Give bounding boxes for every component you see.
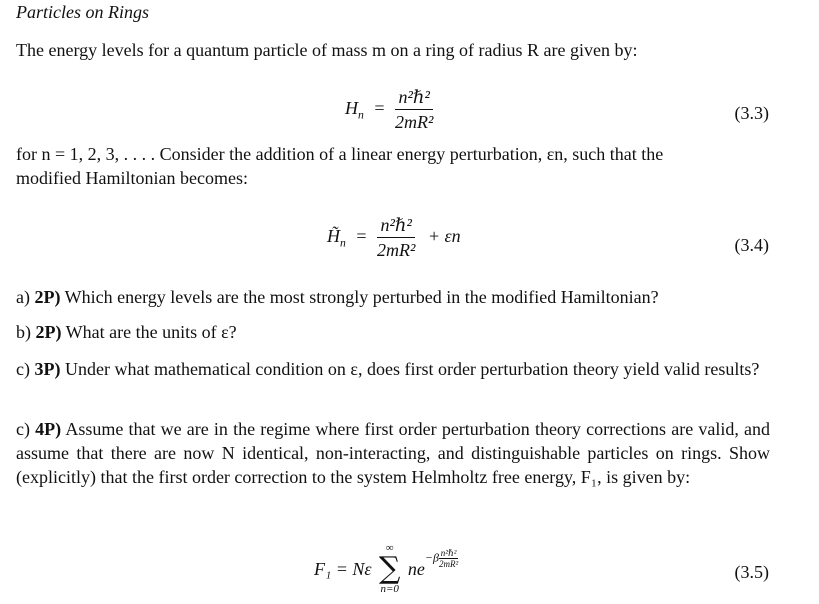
eq33-numerator: n²ℏ² [395, 88, 433, 110]
eq34-numerator: n²ℏ² [377, 216, 415, 238]
equation-number-3-3: (3.3) [734, 103, 769, 123]
eq34-lhs: $H̃_n$ [327, 225, 346, 250]
question-b-label: b) [16, 322, 36, 342]
equation-3-5 [314, 542, 458, 596]
section-heading: Particles on Rings [16, 2, 149, 22]
question-a-label: a) [16, 287, 35, 307]
eq33-denominator: 2mR² [395, 112, 434, 132]
eq34-perturbation-term: + εn [427, 225, 461, 246]
eq33-fraction [395, 88, 433, 131]
eq35-sigma: ∑ [379, 551, 401, 586]
eq35-exponent [425, 548, 458, 569]
paragraph-2-line-2: modified Hamiltonian becomes: [16, 168, 248, 188]
question-d-points: 4P) [35, 419, 62, 439]
question-c-text: Under what mathematical condition on ε, does first order perturbation theory yield valid results? [60, 359, 760, 379]
eq35-exponent-fraction [439, 548, 458, 569]
eq35-lhs: F₁ = Nε [314, 559, 372, 579]
eq35-sum-upper-limit: ∞ [385, 542, 394, 554]
equation-number-3-4: (3.4) [734, 235, 769, 255]
question-c-points: 3P) [34, 359, 61, 379]
question-d-text: Assume that we are in the regime where first order perturbation theory corrections are valid, and assume that there are now N identical, non-interacting, and distinguishable particles on rings. Show (explicitly) that the first order correction to the system Helmholtz free energy, F₁, is given by: [16, 419, 770, 487]
eq35-exponent-denominator: 2mR² [439, 558, 459, 569]
eq34-fraction [377, 216, 415, 259]
question-b [16, 320, 770, 344]
eq33-lhs: $H_n$ [345, 97, 364, 122]
equation-number-3-5: (3.5) [734, 562, 769, 582]
eq35-body: ne [407, 559, 425, 579]
question-a [16, 285, 770, 309]
eq35-summation [379, 542, 400, 596]
eq34-equals: = [356, 225, 367, 246]
question-c-label: c) [16, 359, 35, 379]
eq33-equals: = [374, 97, 385, 118]
eq35-exponent-numerator: n²ℏ² [440, 547, 457, 558]
paragraph-2 [16, 142, 770, 190]
question-a-text: Which energy levels are the most strongly perturbed in the modified Hamiltonian? [60, 287, 659, 307]
question-d-label: c) [16, 419, 36, 439]
equation-3-3 [345, 88, 433, 131]
intro-paragraph: The energy levels for a quantum particle of mass m on a ring of radius R are given by: [16, 40, 638, 60]
eq35-exponent-prefix: −β [424, 550, 439, 565]
question-c [16, 357, 770, 381]
eq35-sum-lower-limit: n=0 [380, 583, 399, 595]
eq34-denominator: 2mR² [377, 240, 416, 260]
question-b-text: What are the units of ε? [61, 322, 237, 342]
equation-3-4 [327, 216, 461, 259]
question-b-points: 2P) [35, 322, 62, 342]
paragraph-2-line-1: for n = 1, 2, 3, . . . . Consider the addition of a linear energy perturbation, εn, such that the [16, 144, 664, 164]
question-a-points: 2P) [34, 287, 61, 307]
question-d [16, 417, 770, 489]
